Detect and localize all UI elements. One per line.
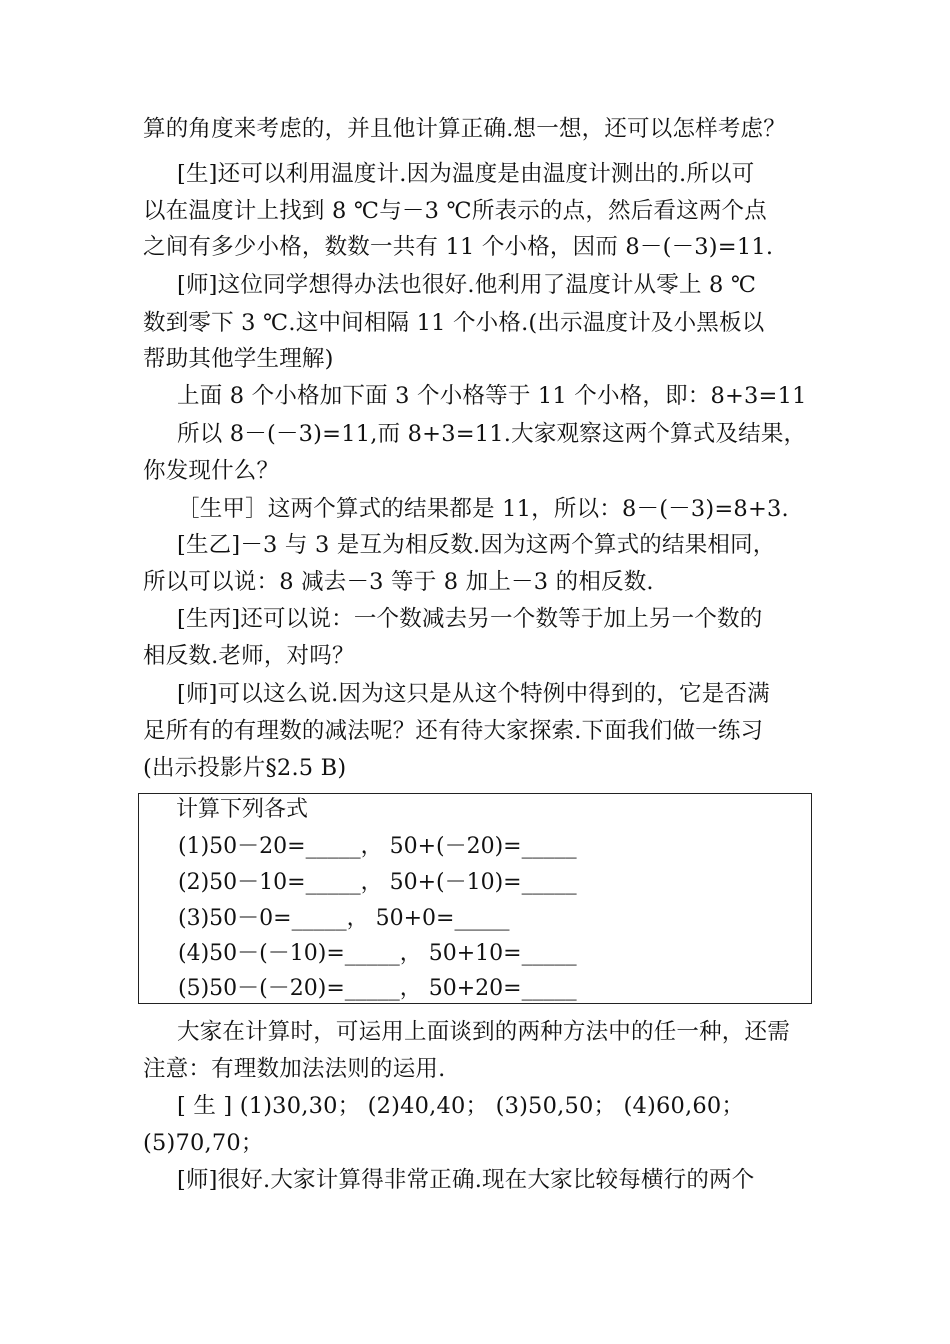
text-line: [师]很好.大家计算得非常正确.现在大家比较每横行的两个 [177,1167,755,1193]
text-line: 上面 8 个小格加下面 3 个小格等于 11 个小格，即：8+3=11 [177,383,807,409]
exercise-title: 计算下列各式 [176,797,309,822]
exercise-box [138,793,812,1004]
text-line: 数到零下 3 ℃.这中间相隔 11 个小格.(出示温度计及小黑板以 [143,310,765,336]
text-line: 所以可以说：8 减去－3 等于 8 加上－3 的相反数. [143,569,654,595]
text-line: ［生甲］这两个算式的结果都是 11，所以：8－(－3)=8+3. [177,496,789,522]
text-line: [生]还可以利用温度计.因为温度是由温度计测出的.所以可 [177,161,755,187]
text-line: [ 生 ] (1)30,30； (2)40,40； (3)50,50； (4)60,60； [177,1093,745,1119]
text-line: 算的角度来考虑的，并且他计算正确.想一想，还可以怎样考虑？ [143,116,786,142]
text-line: 足所有的有理数的减法呢？还有待大家探索.下面我们做一练习 [143,718,764,744]
text-line: 你发现什么？ [143,458,280,484]
text-line: (出示投影片§2.5 B) [143,755,347,781]
exercise-item: (1)50－20=_____， 50+(－20)=_____ [178,834,577,859]
text-line: 所以 8－(－3)=11,而 8+3=11.大家观察这两个算式及结果， [177,421,807,447]
exercise-item: (5)50－(－20)=_____， 50+20=_____ [178,976,577,1001]
exercise-item: (2)50－10=_____， 50+(－10)=_____ [178,870,577,895]
text-line: 相反数.老师，对吗？ [143,643,355,669]
exercise-item: (3)50－0=_____， 50+0=_____ [178,906,510,931]
text-line: (5)70,70； [143,1130,264,1156]
text-line: 大家在计算时，可运用上面谈到的两种方法中的任一种，还需 [177,1019,790,1045]
text-line: [生乙]－3 与 3 是互为相反数.因为这两个算式的结果相同， [177,532,776,558]
text-line: 注意：有理数加法法则的运用. [143,1056,446,1082]
exercise-item: (4)50－(－10)=_____， 50+10=_____ [178,941,577,966]
text-line: 之间有多少小格，数数一共有 11 个小格，因而 8－(－3)=11. [143,234,774,260]
text-line: 以在温度计上找到 8 ℃与－3 ℃所表示的点，然后看这两个点 [143,198,767,224]
text-line: 帮助其他学生理解) [143,346,334,372]
text-line: [师]这位同学想得办法也很好.他利用了温度计从零上 8 ℃ [177,272,757,298]
text-line: [师]可以这么说.因为这只是从这个特例中得到的，它是否满 [177,681,770,707]
text-line: [生丙]还可以说：一个数减去另一个数等于加上另一个数的 [177,606,763,632]
